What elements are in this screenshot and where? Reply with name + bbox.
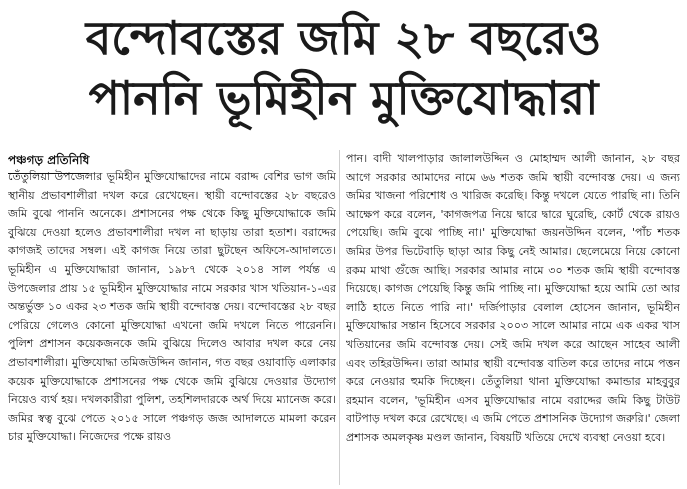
headline xyxy=(0,0,687,140)
headline-line-2: পাননি ভূমিহীন মুক্তিযোদ্ধারা xyxy=(88,71,599,125)
article-column-left xyxy=(8,168,336,486)
article-text-left: তেঁতুলিয়া উপজেলার ভূমিহীন মুক্তিযোদ্ধাদের নামে বরাদ্দ বেশির ভাগ জমি স্থানীয় প্রভাবশালীরা দখল করে রেখেছেন। স্থায়ী বন্দোবস্তের ২৮ বছরেও জমি বুঝে পাননি অনেকে। প্রশাসনের পক্ষ থেকে কিছু মুক্তিযোদ্ধাকে জমি বুঝিয়ে দেওয়া হলেও প্রভাবশালীরা দখল না ছাড়ায় তারা হতাশ। বরাদ্দের কাগজই তাদের সম্বল। এই কাগজ নিয়ে তারা ছুটছেন অফিসে-আদালতে। ভূমিহীন এ মুক্তিযোদ্ধারা জানান, ১৯৮৭ থেকে ২০১৪ সাল পর্যন্ত এ উপজেলার প্রায় ১৫ ভূমিহীন মুক্তিযোদ্ধার নামে সরকার খাস খতিয়ান-১-এর অন্তর্ভুক্ত ১০ একর ২৩ শতক জমি স্থায়ী বন্দোবস্ত দেয়। বন্দোবস্তের ২৮ বছর পেরিয়ে গেলেও কোনো মুক্তিযোদ্ধা এখনো জমি দখলে নিতে পারেননি। পুলিশ প্রশাসন কয়েকজনকে জমি বুঝিয়ে দিলেও আবার দখল করে নেয় প্রভাবশালীরা। মুক্তিযোদ্ধা তমিজউদ্দিন জানান, গত বছর ওয়াবাড়ি এলাকার কয়েক মুক্তিযোদ্ধাকে প্রশাসনের পক্ষ থেকে জমি বুঝিয়ে দেওয়ার উদ্যোগ নিয়েও ব্যর্থ হয়। দখলকারীরা পুলিশ, তহশিলদারকে অর্থ দিয়ে ম্যানেজ করে। জমির স্বত্ব বুঝে পেতে ২০১৫ সালে পঞ্চগড় জজ আদালতে মামলা করেন চার মুক্তিযোদ্ধা। নিজেদের পক্ষে রায়ও xyxy=(8,170,336,444)
article-text-right: পান। বাদী খালপাড়ার জালালউদ্দিন ও মোহাম্মদ আলী জানান, ২৮ বছর আগে সরকার আমাদের নামে ৬৬ শতক জমি স্থায়ী বন্দোবস্ত দেয়। এ জন্য জমির খাজনা পরিশোধ ও খারিজ করেছি। কিন্তু দখলে যেতে পারছি না। তিনি আক্ষেপ করে বলেন, 'কাগজপত্র নিয়ে দ্বারে দ্বারে ঘুরেছি, কোর্ট থেকে রায়ও পেয়েছি। জমি বুঝে পাচ্ছি না।' মুক্তিযোদ্ধা জয়নউদ্দিন বলেন, 'পাঁচ শতক জমির উপর ভিটেবাড়ি ছাড়া আর কিছু নেই আমার। ছেলেমেয়ে নিয়ে কোনো রকম মাথা গুঁজে আছি। সরকার আমার নামে ৩০ শতক জমি স্থায়ী বন্দোবস্ত দিয়েছে। কাগজ পেয়েছি কিন্তু জমি পাচ্ছি না। মুক্তিযোদ্ধা হয়ে আমি তো আর লাঠি হাতে নিতে পারি না।' দর্জিপাড়ার বেলাল হোসেন জানান, ভূমিহীন মুক্তিযোদ্ধার সন্তান হিসেবে সরকার ২০০৩ সালে আমার নামে এক একর খাস খতিয়ানের জমি বন্দোবস্ত দেয়। সেই জমি দখল করে আছেন সাহেব আলী এবং তহিরউদ্দিন। তারা আমার স্থায়ী বন্দোবস্ত বাতিল করে তাদের নামে পত্তন করে নেওয়ার হুমকি দিচ্ছেন। তেঁতুলিয়া থানা মুক্তিযোদ্ধা কমান্ডার মাহবুবুর রহমান বলেন, 'ভূমিহীন এসব মুক্তিযোদ্ধার নামে বরাদ্দের জমি কিছু টাউট বাটপাড় দখল করে রেখেছে। এ জমি পেতে প্রশাসনিক উদ্যোগ জরুরি।' জেলা প্রশাসক অমলকৃষ্ণ মণ্ডল জানান, বিষয়টি খতিয়ে দেখে ব্যবস্থা নেওয়া হবে। xyxy=(346,152,680,444)
column-divider xyxy=(339,150,340,485)
article-column-right xyxy=(346,150,680,486)
byline: পঞ্চগড় প্রতিনিধি xyxy=(8,152,89,174)
headline-line-1: বন্দোবস্তের জমি ২৮ বছরেও xyxy=(85,11,602,65)
